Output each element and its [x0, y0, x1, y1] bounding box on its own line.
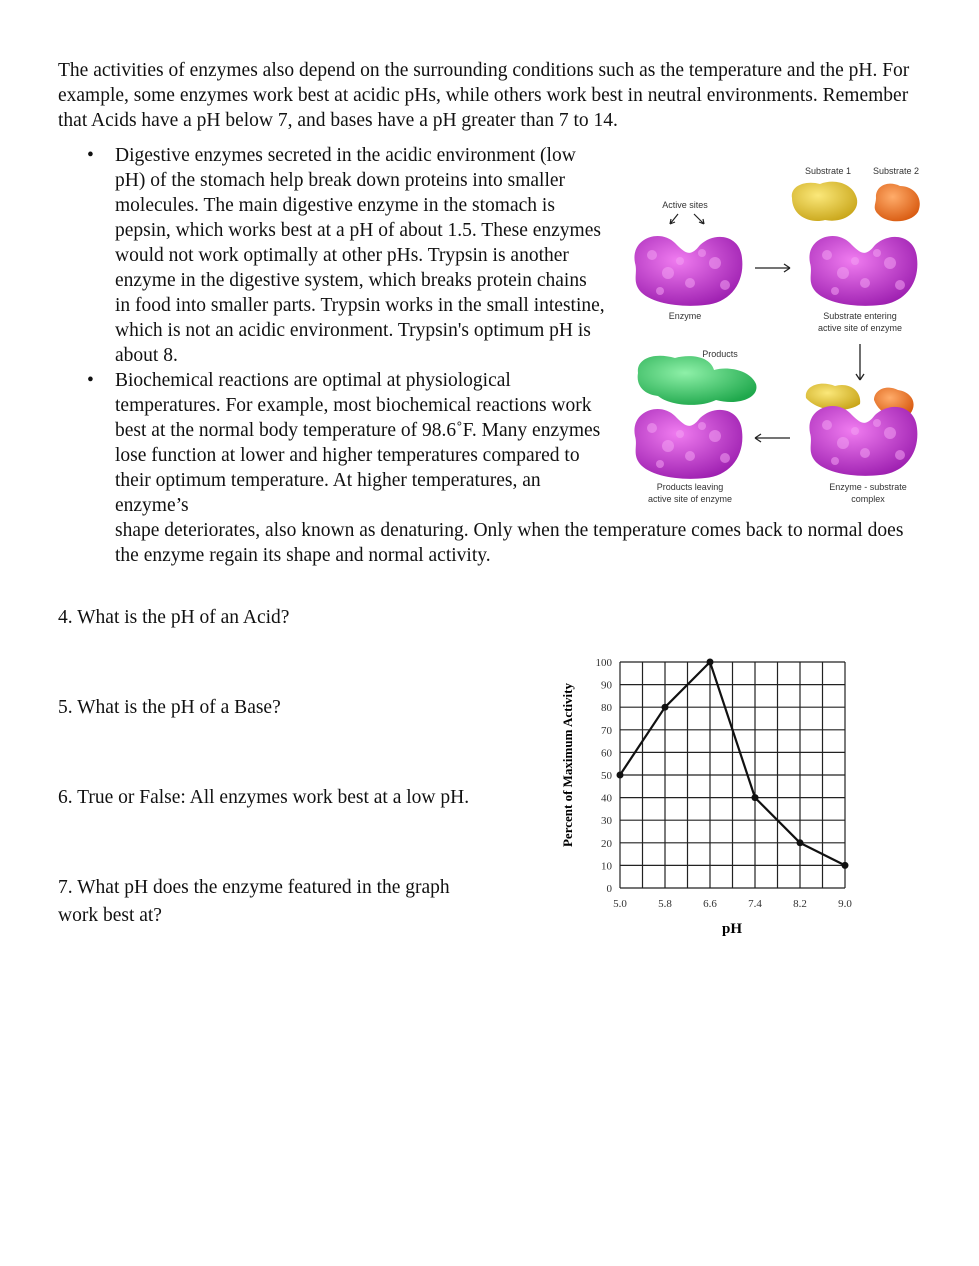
y-tick-label: 90 — [601, 679, 612, 692]
y-tick-label: 30 — [601, 815, 612, 828]
intro-paragraph: The activities of enzymes also depend on the surrounding conditions such as the temperature and the pH. For example, some enzymes work best at acidic pHs, while others work best in neutral environments. Remember that Acids have a pH below 7, and bases have a pH greater than 7 to 14. — [58, 60, 910, 131]
y-tick-label: 0 — [606, 883, 612, 895]
data-point — [752, 794, 759, 801]
question-4: 4. What is the pH of an Acid? — [58, 607, 290, 628]
question-5: 5. What is the pH of a Base? — [58, 697, 281, 718]
enzyme-label: Enzyme — [668, 311, 702, 321]
question-7-line1: 7. What pH does the enzyme featured in the graph — [58, 877, 450, 898]
enzyme-molecule — [634, 236, 742, 306]
x-tick-label: 8.2 — [793, 898, 807, 910]
entering-label-line1: Substrate entering — [823, 311, 897, 321]
x-axis-label: pH — [721, 921, 743, 937]
complex-label-line2: complex — [851, 494, 885, 504]
ph-activity-chart — [555, 640, 855, 940]
data-point — [842, 862, 849, 869]
y-axis-label: Percent of Maximum Activity — [560, 682, 575, 848]
x-tick-label: 5.8 — [658, 898, 672, 910]
bullet-text: Digestive enzymes secreted in the acidic environment (low pH) of the stomach help break down proteins into smaller molecules. The main digestive enzyme in the stomach is pepsin, which works best at a pH of about 1.5. These enzymes would not work optimally at other pHs. Trypsin is another enzyme in the digestive system, which breaks protein chains in food into smaller parts. Trypsin works in the small intestine, which is not an acidic environment. Trypsin's optimum pH is about 8. — [115, 145, 605, 366]
arrow-icon — [670, 214, 678, 224]
bullet-text-part2: shape deteriorates, also known as denaturing. Only when the temperature comes back to normal does the enzyme regain its shape and normal activity. — [115, 520, 904, 566]
y-tick-label: 20 — [601, 837, 612, 850]
leaving-label-line1: Products leaving — [656, 482, 724, 492]
substrate1-molecule — [792, 182, 857, 221]
y-tick-label: 40 — [601, 792, 612, 805]
active-sites-label: Active sites — [662, 200, 708, 210]
enzyme-molecule — [809, 236, 917, 306]
x-tick-label: 6.6 — [703, 898, 717, 910]
data-point — [797, 839, 804, 846]
bullet-dot: • — [87, 145, 94, 166]
down-arrow-icon — [856, 344, 864, 380]
leaving-label-line2: active site of enzyme — [647, 494, 733, 504]
substrate2-molecule — [875, 184, 920, 222]
y-tick-label: 80 — [601, 702, 612, 715]
y-tick-label: 10 — [601, 860, 612, 873]
data-point — [617, 772, 624, 779]
question-7-line2: work best at? — [58, 905, 162, 926]
y-tick-label: 70 — [601, 724, 612, 737]
arrow-icon — [694, 214, 704, 224]
x-tick-label: 5.0 — [613, 898, 627, 910]
y-tick-label: 50 — [601, 770, 612, 782]
complex-label-line1: Enzyme - substrate — [829, 482, 907, 492]
substrate1-label: Substrate 1 — [804, 166, 852, 176]
enzyme-molecule — [809, 406, 917, 476]
products-molecule — [638, 356, 757, 405]
enzyme-molecule — [634, 409, 742, 479]
x-tick-label: 9.0 — [838, 898, 852, 910]
substrate2-label: Substrate 2 — [872, 166, 920, 176]
bullet-dot: • — [87, 370, 94, 391]
right-arrow-icon — [755, 264, 790, 272]
x-tick-label: 7.4 — [748, 898, 762, 910]
y-tick-label: 100 — [595, 657, 612, 669]
entering-label-line2: active site of enzyme — [817, 323, 903, 333]
enzyme-diagram — [620, 158, 940, 508]
data-point — [662, 704, 669, 711]
products-label: Products — [702, 349, 738, 359]
left-arrow-icon — [755, 434, 790, 442]
question-6: 6. True or False: All enzymes work best at a low pH. — [58, 787, 470, 808]
bullet-text-part1: Biochemical reactions are optimal at physiological temperatures. For example, most biochemical reactions work best at the normal body temperature of 98.6˚F. Many enzymes lose function at lower and higher temperatures compared to their optimum temperature. At higher temperatures, an enzyme’s — [115, 370, 601, 516]
data-point — [707, 659, 714, 666]
y-tick-label: 60 — [601, 747, 612, 760]
